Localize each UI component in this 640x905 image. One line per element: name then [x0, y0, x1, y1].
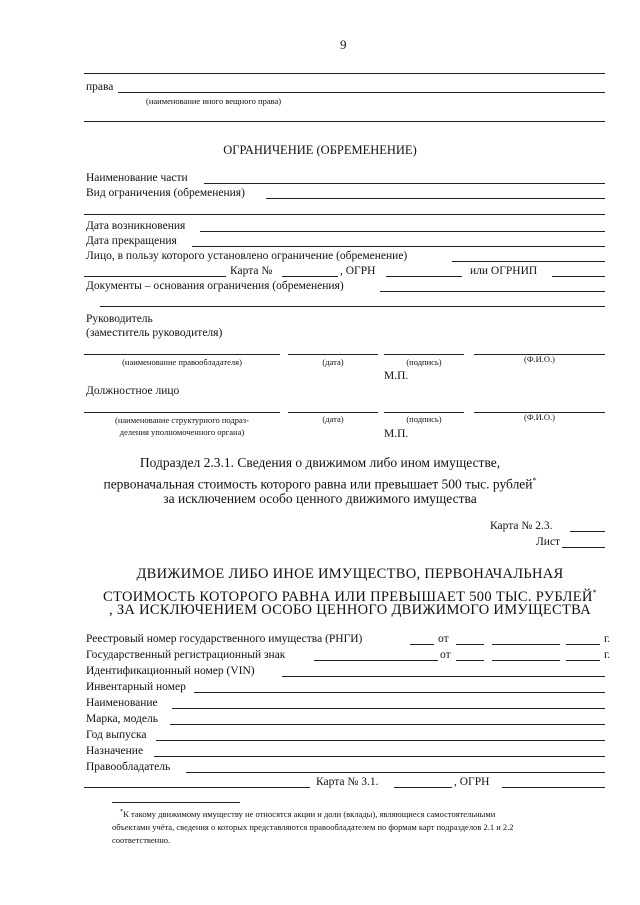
- footnote-line-1: [112, 805, 612, 821]
- owner-label: Правообладатель: [86, 761, 171, 773]
- movable-card-label: Карта № 3.1.: [316, 776, 379, 788]
- head-label-2: (заместитель руководителя): [86, 327, 223, 339]
- documents-label: Документы – основания ограничения (обременения): [86, 280, 344, 292]
- rngi-day-field[interactable]: [456, 644, 484, 645]
- page-number: 9: [340, 37, 347, 52]
- part-name-field[interactable]: [204, 183, 605, 184]
- rngi-label: Реестровый номер государственного имущества (РНГИ): [86, 633, 363, 645]
- beneficiary-label: Лицо, в пользу которого установлено ограничение (обременение): [86, 250, 408, 262]
- caption-date: (дата): [322, 357, 344, 367]
- subsection-card-label: Карта № 2.3.: [490, 520, 553, 532]
- purpose-field[interactable]: [154, 756, 605, 757]
- subsection-sheet-label: Лист: [536, 536, 561, 548]
- head-sign-field[interactable]: [384, 354, 464, 355]
- movable-card-field[interactable]: [394, 787, 452, 788]
- ogrnip-field[interactable]: [552, 276, 605, 277]
- card-no-label: Карта №: [230, 265, 273, 277]
- caption-sign-2: (подпись): [406, 414, 442, 424]
- official-sign-field[interactable]: [384, 412, 464, 413]
- reg-month-field[interactable]: [492, 660, 560, 661]
- caption-owner: (наименование правообладателя): [122, 357, 242, 367]
- rngi-year-label: г.: [604, 633, 611, 645]
- unit-name-field[interactable]: [84, 412, 280, 413]
- card-no-field[interactable]: [282, 276, 338, 277]
- year-made-field[interactable]: [156, 740, 605, 741]
- inventory-field[interactable]: [194, 692, 605, 693]
- model-field[interactable]: [170, 724, 605, 725]
- subsection-line-3: за исключением особо ценного движимого имущества: [163, 491, 477, 506]
- documents-field-2[interactable]: [100, 306, 605, 307]
- movable-ogrn-field[interactable]: [502, 787, 605, 788]
- prava-field[interactable]: [118, 92, 605, 93]
- prava-label: права: [86, 81, 114, 93]
- footnote-line-2: объектами учёта, сведения о которых представляются правообладателем по формам карт подразделов 2.1 и 2.2: [112, 821, 514, 832]
- prava-field-2[interactable]: [84, 121, 605, 122]
- vin-field[interactable]: [282, 676, 605, 677]
- footnote-rule: [112, 802, 240, 803]
- movable-title-1: ДВИЖИМОЕ ЛИБО ИНОЕ ИМУЩЕСТВО, ПЕРВОНАЧАЛЬНАЯ: [136, 566, 564, 582]
- caption-date-2: (дата): [322, 414, 344, 424]
- subsection-line-1: Подраздел 2.3.1. Сведения о движимом либо ином имуществе,: [139, 455, 501, 470]
- movable-title-3: , ЗА ИСКЛЮЧЕНИЕМ ОСОБО ЦЕННОГО ДВИЖИМОГО ИМУЩЕСТВА: [108, 602, 592, 618]
- beneficiary-name-field[interactable]: [84, 276, 226, 277]
- head-label-1: Руководитель: [86, 313, 153, 325]
- movable-ogrn-label: , ОГРН: [454, 776, 490, 788]
- end-date-field[interactable]: [192, 246, 605, 247]
- movable-title-2-text: СТОИМОСТЬ КОТОРОГО РАВНА ИЛИ ПРЕВЫШАЕТ 500 ТЫС. РУБЛЕЙ: [103, 588, 593, 605]
- mp-stamp-1: М.П.: [384, 370, 409, 382]
- reg-year-field[interactable]: [566, 660, 600, 661]
- owner-field[interactable]: [186, 772, 605, 773]
- subsection-sheet-field[interactable]: [562, 547, 605, 548]
- footnote-mark: *: [120, 808, 124, 815]
- caption-sign: (подпись): [406, 357, 442, 367]
- ogrn-label: , ОГРН: [340, 265, 376, 277]
- subsection-line-2: [0, 473, 640, 493]
- start-date-field[interactable]: [200, 231, 605, 232]
- official-label: Должностное лицо: [86, 385, 180, 397]
- reg-day-field[interactable]: [456, 660, 484, 661]
- inventory-label: Инвентарный номер: [86, 681, 186, 693]
- head-date-field[interactable]: [288, 354, 378, 355]
- caption-unit-2: деления уполномоченного органа): [119, 427, 245, 437]
- name-label: Наименование: [86, 697, 158, 709]
- restriction-title: ОГРАНИЧЕНИЕ (ОБРЕМЕНЕНИЕ): [223, 143, 417, 157]
- restriction-kind-field-2[interactable]: [84, 214, 605, 215]
- top-rule: [84, 73, 605, 74]
- ogrn-field[interactable]: [386, 276, 462, 277]
- end-date-label: Дата прекращения: [86, 235, 177, 247]
- rngi-from-label: от: [438, 633, 449, 645]
- rngi-month-field[interactable]: [492, 644, 560, 645]
- caption-unit-1: (наименование структурного подраз-: [115, 415, 249, 425]
- rngi-field[interactable]: [410, 644, 434, 645]
- owner-name-field-2[interactable]: [84, 787, 310, 788]
- subsection-line-2-text: первоначальная стоимость которого равна или превышает 500 тыс. рублей: [103, 476, 533, 492]
- reg-sign-field[interactable]: [314, 660, 438, 661]
- ogrnip-label: или ОГРНИП: [470, 265, 538, 277]
- caption-fio: (Ф.И.О.): [523, 354, 556, 364]
- part-name-label: Наименование части: [86, 172, 188, 184]
- rngi-year-field[interactable]: [566, 644, 600, 645]
- subsection-line-2-sup: *: [532, 476, 537, 485]
- start-date-label: Дата возникновения: [86, 220, 186, 232]
- reg-from-label: от: [440, 649, 451, 661]
- footnote: [112, 805, 612, 847]
- name-field[interactable]: [172, 708, 605, 709]
- vin-label: Идентификационный номер (VIN): [86, 665, 255, 677]
- owner-name-field[interactable]: [84, 354, 280, 355]
- caption-fio-2: (Ф.И.О.): [523, 412, 556, 422]
- restriction-kind-field[interactable]: [266, 198, 605, 199]
- movable-title-sup: *: [592, 588, 597, 597]
- beneficiary-field[interactable]: [452, 261, 605, 262]
- purpose-label: Назначение: [86, 745, 144, 757]
- reg-sign-label: Государственный регистрационный знак: [86, 649, 286, 661]
- footnote-line-3: соответственно.: [112, 834, 171, 845]
- reg-year-label: г.: [604, 649, 611, 661]
- subsection-card-field[interactable]: [570, 531, 605, 532]
- restriction-kind-label: Вид ограничения (обременения): [86, 187, 245, 199]
- documents-field[interactable]: [380, 291, 605, 292]
- year-made-label: Год выпуска: [86, 729, 147, 741]
- footnote-line-1-text: К такому движимому имуществу не относятся акции и доли (вклады), являющиеся самостоятельными: [123, 808, 496, 819]
- mp-stamp-2: М.П.: [384, 428, 409, 440]
- model-label: Марка, модель: [86, 713, 158, 725]
- official-date-field[interactable]: [288, 412, 378, 413]
- prava-caption: (наименование иного вещного права): [146, 96, 282, 106]
